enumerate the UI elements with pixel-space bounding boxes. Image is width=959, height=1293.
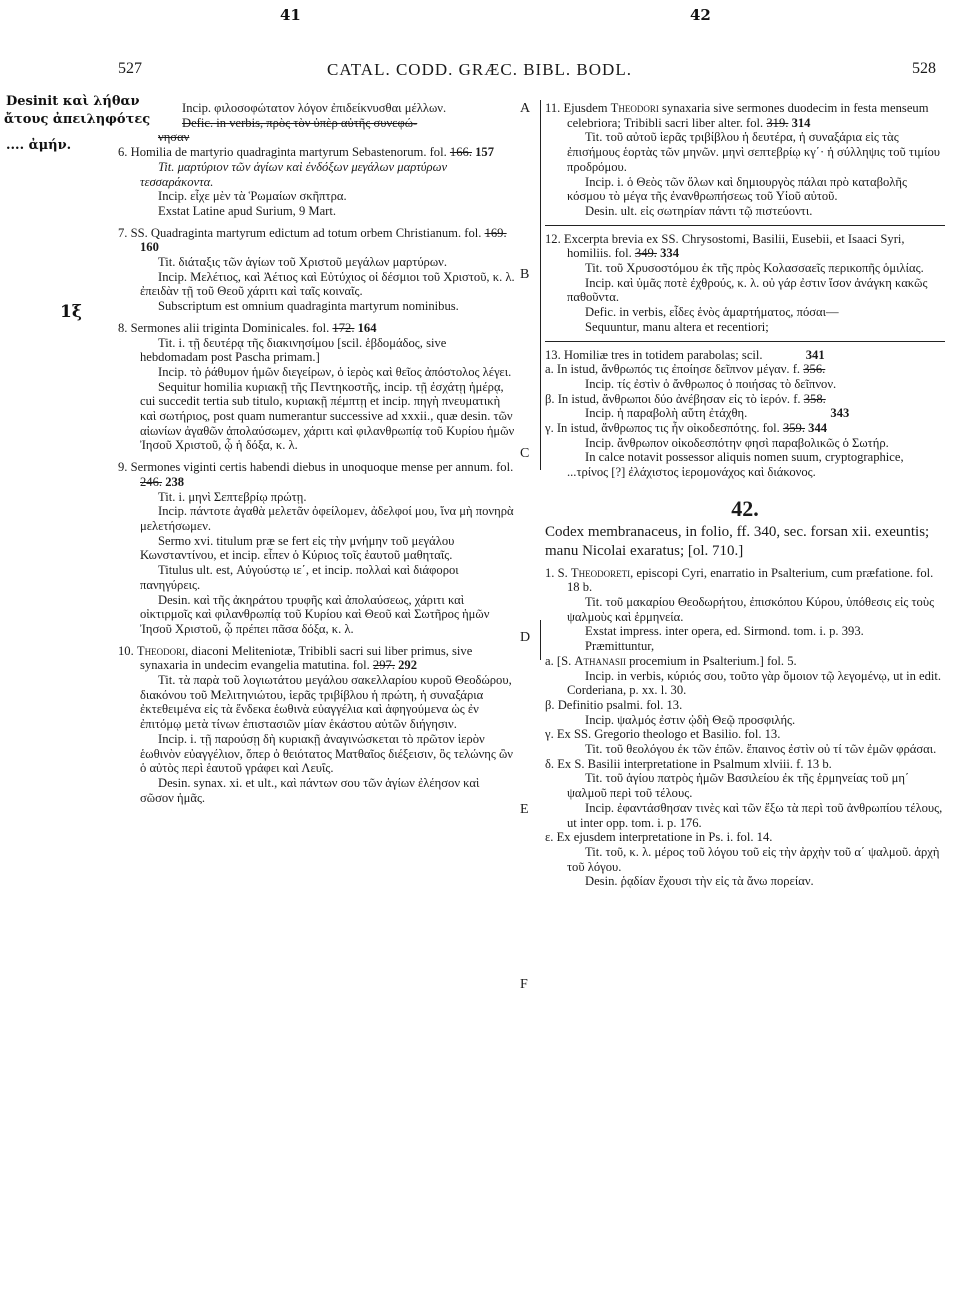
entry-7-incip: Incip. Μελέτιος, καὶ Ἀέτιος καὶ Εὐτύχιος οἱ δέσμιοι τοῦ Χριστοῦ, κ. λ. ἐπειδὰν τῇ τοῦ Θεοῦ χάριτι καὶ ταῖς κοιναῖς. [140, 269, 515, 299]
entry-13-c-incip: Incip. ἄνθρωπον οἰκοδεσπότην φησὶ παραβολικῶς ὁ Σωτήρ. [585, 435, 889, 450]
entry-6-fol-old: 166. [449, 145, 472, 160]
entry-11-name: Theodori [610, 101, 659, 115]
entry-10-title: , diaconi Meliteniotæ, Tribibli sacri sui liber primus, sive synaxaria in undecim evangelia matutina. fol. [140, 643, 473, 673]
codex-entry-a-rest: procemium in Psalterium.] fol. 5. [625, 653, 797, 668]
entry-8-sequitur: Sequitur homilia κυριακῇ τῆς Πεντηκοστῆς, incip. τῇ ἐσχάτῃ ἡμέρᾳ, cui succedit tertia sub titulo, κυριακῇ πέμπτῃ et incip. πηγὴ πνευματικὴ καὶ σωτήριος, post quam numerantur successive ad xxxii., quæ desin. τῶν αἰωνίων ἀγαθῶν ἀπολαύσωμεν, χάριτι καὶ φιλανθρωπίᾳ τοῦ Κυρίου ἡμῶν Ἰησοῦ Χριστοῦ, ᾧ ἡ δόξα, κ. λ. [140, 379, 515, 453]
incip-top-text: Incip. φιλοσοφώτατον λόγον ἐπιδείκνυσθαι μέλλων. [182, 101, 447, 115]
section-letter-d: D [520, 630, 531, 645]
right-page-number: 528 [912, 60, 936, 77]
entry-13-a-incip: Incip. τίς ἐστὶν ὁ ἄνθρωπος ὁ ποιήσας τὸ δεῖπνον. [585, 376, 837, 391]
entry-7-fol-new: 160 [140, 240, 159, 255]
codex-entry-1-name: Theodoreti [570, 565, 631, 580]
codex-entry-d-tit: Tit. τοῦ ἁγίου πατρὸς ἡμῶν Βασιλείου ἐκ τῆς ἑρμηνείας τοῦ μη΄ ψαλμοῦ περὶ τοῦ τέλους. [567, 771, 910, 801]
entry-11-b: synaxaria sive sermones duodecim in festa menseum celebriora; Tribibli sacri liber alter. fol. [567, 101, 929, 130]
incip-top [118, 101, 515, 116]
entry-7-subscript: Subscriptum est omnium quadraginta martyrum nominibus. [158, 299, 459, 314]
entry-6-fol-new: 157 [475, 145, 495, 160]
entry-9-incip: Incip. πάντοτε ἀγαθὰ μελετᾶν ὀφείλομεν, ἀδελφοί μου, ἵνα μὴ πονηρὰ μελετήσωμεν. [140, 504, 514, 533]
entry-8-fol-new: 164 [357, 320, 377, 335]
codex-entry-1-num: 1. S. [545, 565, 571, 580]
entry-11-num: 11. [545, 101, 561, 115]
entry-10-tit: Tit. τὰ παρὰ τοῦ λογιωτάτου μεγάλου σακελλαρίου κυροῦ Θεοδώρου, διακόνου τοῦ Μελιτηνιώτου, ἱερᾶς τριβίβλου ἡ πρώτη, ἡ συναξάρια ἐκτεθειμένα εἰς τὰ ἕνδεκα ἑωθινὰ εὐαγγέλια καὶ ἀφηγούμενα ὡς ἐν ἐπιτόμῳ μετὰ τίνων ἐπιστασιῶν μίαν ἑκάστου αὐτῶν διήγησιν. [140, 673, 512, 732]
column-divider [540, 100, 541, 470]
entry-9-title: 9. Sermones viginti certis habendi diebus in unoquoque mense per annum. fol. [118, 460, 514, 475]
entry-8-title: 8. Sermones alii triginta Dominicales. fol. [118, 320, 330, 335]
entry-13-title: 13. Homiliæ tres in totidem parabolas; scil. [545, 347, 763, 362]
entry-12-tit: Tit. τοῦ Χρυσοστόμου ἐκ τῆς πρὸς Κολασσαεῖς περικοπῆς ὁμιλίας. [585, 261, 924, 276]
entry-13-b [545, 392, 945, 407]
folio-mark-right: 42 [690, 6, 711, 24]
page-header [0, 60, 959, 84]
entry-10-fol-new: 292 [398, 658, 418, 673]
codex-entry-1-extat: Exstat impress. inter opera, ed. Sirmond. tom. i. p. 393. [585, 624, 864, 639]
divider-12 [545, 341, 945, 342]
entry-13-c [545, 421, 945, 436]
codex-entry-1-praemittuntur: Præmittuntur, [585, 639, 655, 654]
margin-note-line2: ἄτους ἀπειληφότες [4, 112, 151, 127]
entry-9-fol-old: 246. [140, 474, 163, 489]
entry-13-a [545, 362, 945, 377]
entry-6-incip: Incip. εἶχε μὲν τὰ Ῥωμαίων σκῆπτρα. [158, 189, 347, 204]
entry-9 [118, 460, 515, 489]
entry-11-fol-old: 319. [766, 115, 789, 130]
codex-entry-g: γ. Ex SS. Gregorio theologo et Basilio. fol. 13. [545, 727, 781, 742]
entry-9-sermo: Sermo xvi. titulum præ se fert εἰς τὴν μνήμην τοῦ μεγάλου Κωνσταντίνου, et incip. εἶπεν ὁ Κύριος τοῖς ἑαυτοῦ μαθηταῖς. [140, 533, 455, 563]
entry-8 [118, 321, 515, 336]
entry-11-fol-new: 314 [791, 115, 811, 130]
entry-11-tit: Tit. τοῦ αὐτοῦ ἱερᾶς τριβίβλου ἡ δευτέρα, ἡ συναξάρια εἰς τὰς ἐπισήμους ἑορτὰς τῶν μηνῶν. μηνὶ σεπτεβρίῳ κγ΄· ἡ σύλληψις τοῦ τιμίου προδρόμου. [567, 130, 941, 174]
defic-struck [118, 116, 515, 131]
margin-note-brace: 1ξ [60, 302, 82, 322]
entry-13-b-incip-text: Incip. ἡ παραβολὴ αὕτη ἐτάχθη. [585, 406, 748, 421]
section-letter-b: B [520, 267, 530, 282]
entry-11-desin: Desin. ult. εἰς σωτηρίαν πάντι τῷ πιστεύοντι. [585, 203, 813, 218]
entry-10 [118, 644, 515, 673]
codex-description: Codex membranaceus, in folio, ff. 340, sec. forsan xii. exeuntis; manu Nicolai exaratus; [ol. 710.] [545, 523, 930, 559]
column-divider-lower [540, 620, 541, 660]
entry-8-tit: Tit. i. τῇ δευτέρᾳ τῆς διακινησίμου [scil. ἑβδομάδος, sive hebdomadam post Pascha primam.] [140, 335, 447, 365]
codex-entry-a-name: Athanasii [574, 653, 626, 668]
entry-11-a: Ejusdem [563, 101, 611, 115]
section-letter-e: E [520, 802, 529, 817]
entry-9-fol-new: 238 [165, 474, 185, 489]
codex-entry-b: β. Definitio psalmi. fol. 13. [545, 697, 683, 712]
entry-13 [545, 348, 945, 363]
entry-13-b-fol-new: 343 [830, 406, 850, 421]
left-page-number: 527 [118, 60, 142, 77]
entry-11-incip: Incip. i. ὁ Θεὸς τῶν ὅλων καὶ δημιουργὸς πάλαι πρὸ καταβολῆς κόσμου τὸ μέγα τῆς ἐνανθρωπήσεως τοῦ Υἱοῦ αὐτοῦ. [567, 174, 907, 204]
entry-12-sequuntur: Sequuntur, manu altera et recentiori; [585, 319, 769, 334]
entry-13-a-fol-old: 356. [803, 362, 826, 377]
codex-entry-d: δ. Ex S. Basilii interpretatione in Psalmum xlviii. f. 13 b. [545, 756, 832, 771]
entry-13-b-text: β. In istud, ἄνθρωποι δύο ἀνέβησαν εἰς τὸ ἱερόν. f. [545, 391, 801, 406]
entry-7-title: 7. SS. Quadraginta martyrum edictum ad totum orbem Christianum. fol. [118, 225, 482, 240]
entry-10-name: Theodori [136, 643, 186, 658]
divider-11 [545, 225, 945, 226]
section-letter-c: C [520, 446, 530, 461]
entry-7-tit: Tit. διάταξις τῶν ἁγίων τοῦ Χριστοῦ μεγάλων μαρτύρων. [158, 255, 447, 270]
entry-13-c-fol-new: 344 [808, 421, 828, 436]
codex-entry-1-rest: , episcopi Cyri, enarratio in Psalterium, cum præfatione. fol. 18 b. [567, 565, 934, 595]
entry-13-fol: 341 [805, 347, 825, 362]
entry-13-b-incip [545, 406, 945, 421]
folio-mark-left: 41 [280, 6, 301, 24]
margin-note-line1: Desinit καὶ λήθαν [6, 94, 140, 109]
section-letter-a: A [520, 101, 531, 116]
entry-12-fol-old: 349. [634, 246, 657, 261]
entry-11 [545, 101, 945, 130]
codex-entry-g-tit: Tit. τοῦ θεολόγου ἐκ τῶν ἐπῶν. ἔπαινος ἐστὶν οὐ τί τῶν ἐμῶν φράσαι. [585, 742, 937, 757]
codex-entry-a [545, 654, 945, 669]
codex-entry-1 [545, 566, 945, 595]
entry-6-title: 6. Homilia de martyrio quadraginta martyrum Sebastenorum. fol. [118, 145, 447, 160]
entry-13-c-fol-old: 359. [782, 421, 805, 436]
entry-13-b-fol-old: 358. [803, 391, 826, 406]
entry-9-desin: Desin. καὶ τῆς ἀκηράτου τρυφῆς καὶ ἀπολαύσεως, χάριτι καὶ οἰκτιρμοῖς καὶ φιλανθρωπίᾳ τοῦ Κυρίου καὶ Θεοῦ καὶ Σωτῆρος ἡμῶν Ἰησοῦ Χριστοῦ, ᾧ πρέπει πᾶσα δόξα, κ. λ. [140, 592, 490, 636]
entry-12-defic: Defic. in verbis, εἶδες ἑνὸς ἁμαρτήματος, πόσαι— [585, 305, 839, 320]
entry-12-title: 12. Excerpta brevia ex SS. Chrysostomi, Basilii, Eusebii, et Isaaci Syri, homiliis. fol. [545, 231, 905, 261]
codex-entry-e-desin: Desin. ῥᾳδίαν ἔχουσι τὴν εἰς τὰ ἄνω πορείαν. [585, 874, 814, 889]
entry-8-fol-old: 172. [332, 320, 355, 335]
entry-12-fol-new: 334 [660, 246, 679, 261]
codex-entry-e-tit: Tit. τοῦ, κ. λ. μέρος τοῦ λόγου τοῦ εἰς τὴν ἀρχὴν τοῦ α΄ ψαλμοῦ. ἀρχὴ τοῦ λόγου. [567, 844, 940, 874]
codex-entry-a-lead: a. [S. [545, 653, 575, 668]
entry-6-tit: Tit. μαρτύριον τῶν ἁγίων καὶ ἐνδόξων μεγάλων μαρτύρων τεσσαράκοντα. [140, 159, 448, 189]
entry-10-incip: Incip. i. τῇ παρούσῃ δὴ κυριακῇ ἀναγινώσκεται τὸ πρῶτον ἱερὸν ἑωθινὸν εὐαγγέλιον, ὅπερ ὁ θειότατος Ματθαῖος διέξεισιν, ὃς τελώνης ὢν ὁ αὐτὸς περὶ ἑαυτοῦ γράφει καὶ Λευΐς. [140, 731, 513, 776]
right-column [545, 101, 945, 889]
codex-entry-1-tit: Tit. τοῦ μακαρίου Θεοδωρήτου, ἐπισκόπου Κύρου, ὑπόθεσις εἰς τοὺς ψαλμοὺς καὶ ἑρμηνεία. [567, 594, 935, 624]
entry-6 [118, 145, 515, 160]
entry-12-incip: Incip. καὶ ὑμᾶς ποτὲ ἐχθρούς, κ. λ. οὐ γάρ ἐστιν ἴσον ἀνάγκη κακῶς παθοῦντα. [567, 275, 928, 305]
margin-note-line3: .... ἀμήν. [6, 138, 72, 153]
running-title: CATAL. CODD. GRÆC. BIBL. BODL. [327, 60, 632, 79]
entry-9-titulus: Titulus ult. est, Αὐγούστῳ ιε΄, et incip. πολλαὶ καὶ διάφοροι πανηγύρεις. [140, 563, 459, 592]
entry-8-incip: Incip. τὸ ῥάθυμον ἡμῶν διεγείρων, ὁ ἱερὸς καὶ θεῖος ἀπόστολος λέγει. [158, 364, 512, 379]
codex-entry-a-incip: Incip. in verbis, κύριός σου, τοῦτο γὰρ ὅμοιον τῷ λεγομένῳ, ut in edit. Corderiana, p. xx. l. 30. [567, 668, 942, 698]
entry-13-calce: In calce notavit possessor aliquis nomen suum, cryptographice, ...τρίνος [?] ἐλάχιστος ἱερομονάχος καὶ διάκονος. [567, 450, 904, 480]
left-column [118, 101, 515, 805]
entry-9-tit: Tit. i. μηνὶ Σεπτεβρίῳ πρώτῃ. [158, 489, 307, 504]
entry-10-desin: Desin. synax. xi. et ult., καὶ πάντων σου τῶν ἁγίων ἐλέησον καὶ σῶσον ἡμᾶς. [140, 775, 480, 805]
defic-struck-text: Defic. in verbis, πρὸς τὸν ὑπὲρ αὐτῆς συνεφώ- [182, 115, 418, 130]
codex-entry-b-incip: Incip. ψαλμός ἐστιν ᾠδὴ Θεῷ προσφιλής. [585, 712, 796, 727]
section-letter-f: F [520, 977, 528, 992]
entry-7-fol-old: 169. [484, 225, 507, 240]
entry-6-extat: Exstat Latine apud Surium, 9 Mart. [158, 203, 337, 218]
entry-7 [118, 226, 515, 255]
entry-10-fol-old: 297. [372, 658, 395, 673]
defic-struck-text2: νησαν [158, 130, 190, 145]
codex-entry-d-incip: Incip. ἐφαντάσθησαν τινὲς καὶ τῶν ἔξω τὰ περὶ τοῦ ἀνθρωπίου τέλους, ut inter opp. tom. i. p. 176. [567, 800, 943, 830]
entry-12 [545, 232, 945, 261]
entry-13-a-text: a. In istud, ἄνθρωπός τις ἐποίησε δεῖπνον μέγαν. f. [545, 362, 801, 377]
codex-entry-e: ε. Ex ejusdem interpretatione in Ps. i. fol. 14. [545, 830, 773, 845]
codex-number: 42. [731, 495, 759, 521]
entry-10-num: 10. [118, 643, 134, 658]
entry-13-c-text: γ. In istud, ἄνθρωπος τις ἦν οἰκοδεσπότης. fol. [545, 421, 780, 436]
defic-struck-cont [118, 130, 515, 145]
